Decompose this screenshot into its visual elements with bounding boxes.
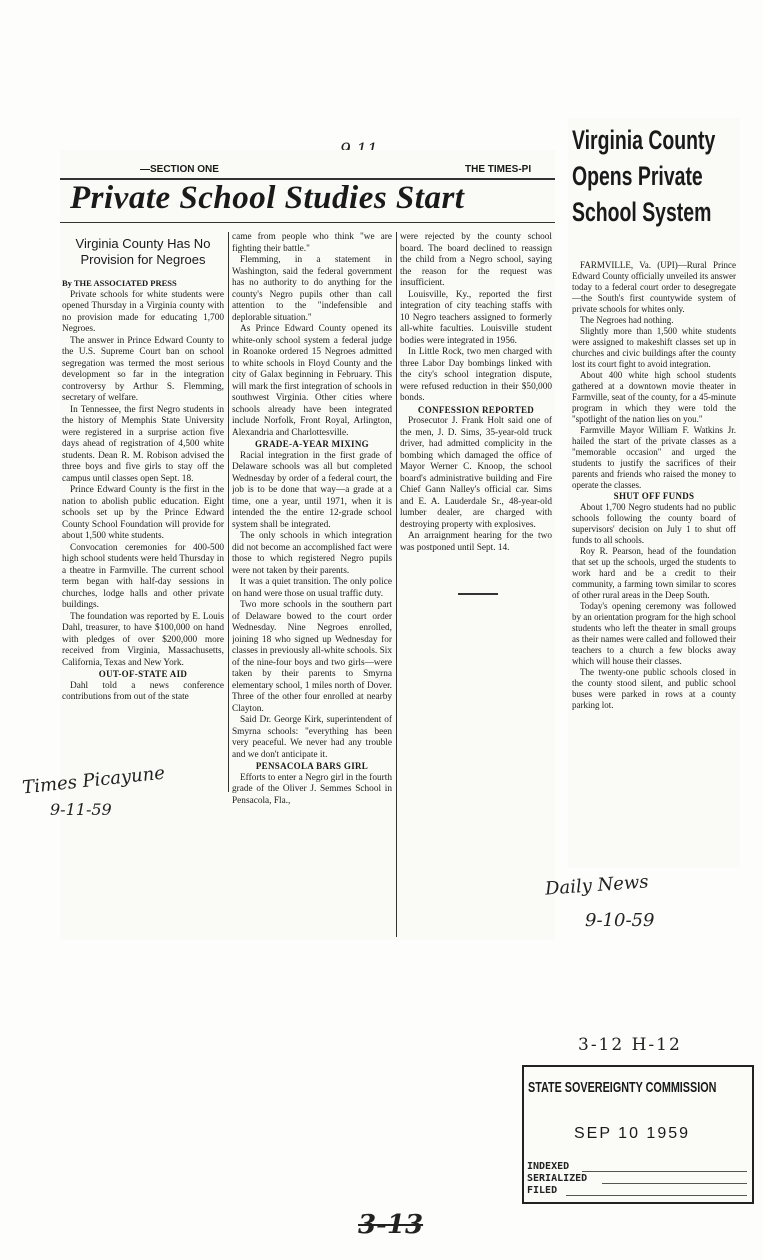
article-column-2 bbox=[232, 232, 392, 937]
paragraph: came from people who think "we are fighting their battle." bbox=[232, 232, 392, 254]
paragraph: Efforts to enter a Negro girl in the fourth grade of the Oliver J. Semmes School in Pensacola, Fla., bbox=[232, 772, 392, 806]
subheading: OUT-OF-STATE AID bbox=[98, 669, 188, 679]
right-headline: Virginia County Opens Private School System bbox=[572, 125, 716, 227]
times-picayune-clipping bbox=[60, 150, 555, 940]
paragraph: were rejected by the county school board. The board declined to reassign the child from a Negro school, saying the reason for the request was insufficient. bbox=[400, 232, 552, 288]
paragraph: Louisville, Ky., reported the first integration of city teaching staffs with 10 Negro teachers assigned to formerly all-white faculties. Louisville student bodies were integrated in 1956. bbox=[400, 289, 552, 346]
stamp-filed-line bbox=[566, 1195, 747, 1196]
paragraph: Convocation ceremonies for 400-500 high school students were held Thursday in a theatre in Farmville. The current school term began with half-day sessions in churches, lodge halls and other private buildings. bbox=[62, 542, 224, 610]
subheading: SHUT OFF FUNDS bbox=[613, 491, 695, 501]
end-rule bbox=[458, 593, 498, 595]
article-column-1 bbox=[62, 232, 224, 792]
stamp-indexed-line bbox=[582, 1171, 747, 1172]
subheading: CONFESSION REPORTED bbox=[417, 404, 535, 415]
paragraph: About 1,700 Negro students had no public schools following the county board of supervisors' decision on July 1 to shut off funds to all schools. bbox=[572, 502, 736, 545]
subheading: GRADE-A-YEAR MIXING bbox=[255, 439, 369, 449]
article-column-3 bbox=[400, 232, 552, 602]
section-header: —SECTION ONE bbox=[140, 164, 219, 175]
scribble-mark: 3-13 bbox=[358, 1210, 424, 1240]
column-rule bbox=[228, 232, 229, 792]
paragraph: Racial integration in the first grade of Delaware schools was all but completed Wednesday by order of a federal court, the job is to be done that way—a grade at a time, one a year, until 1971, when it is intended the the entire 12-grade school system shall be integrated. bbox=[232, 450, 392, 530]
headline-rule bbox=[60, 222, 555, 223]
stamp-serialized-line bbox=[602, 1183, 747, 1184]
paragraph: It was a quiet transition. The only police on hand were those on usual traffic duty. bbox=[232, 577, 392, 599]
right-article-body bbox=[572, 260, 736, 860]
daily-news-clipping bbox=[568, 118, 740, 868]
paragraph: Roy R. Pearson, head of the foundation that set up the schools, urged the students to work hard and be a credit to their community, a farming town similar to scores of other rural areas in the Deep South. bbox=[572, 546, 736, 600]
paragraph: An arraignment hearing for the two was postponed until Sept. 14. bbox=[400, 531, 552, 553]
stamp-serialized: SERIALIZED bbox=[527, 1173, 588, 1184]
file-number-mark: 3-12 H-12 bbox=[578, 1035, 682, 1055]
paragraph: The answer in Prince Edward County to the U.S. Supreme Court ban on school segregation was termed the most serious development so far in the integration controversy by Arthur S. Flemming, secretary of welfare. bbox=[62, 335, 224, 403]
paragraph: The foundation was reported by E. Louis Dahl, treasurer, to have $100,000 on hand with pledges of over $200,000 more received from Virginia, Massachusetts, California, Texas and New York. bbox=[62, 611, 224, 668]
commission-stamp bbox=[522, 1065, 754, 1204]
handwritten-date-note: 9-11-59 bbox=[50, 800, 112, 819]
byline: By THE ASSOCIATED PRESS bbox=[62, 278, 177, 288]
handwritten-date-note: 9-10-59 bbox=[585, 910, 655, 931]
paragraph: Prosecutor J. Frank Holt said one of the men, J. D. Sims, 35-year-old truck driver, had admitted complicity in the bombing which damaged the office of Mayor Werner C. Knoop, the school board's administrative building and Fire Chief Gann Nalley's official car. Sims and E. A. Lauderdale Sr., 48-year-old lumber dealer, are charged with destroying property with explosives. bbox=[400, 416, 552, 530]
paragraph: Slightly more than 1,500 white students were assigned to makeshift classes set up in churches and civic buildings after the county lost its court fight to avoid integration. bbox=[572, 326, 736, 369]
paragraph: FARMVILLE, Va. (UPI)—Rural Prince Edward County officially unveiled its answer today to a federal court order to desegregate —the South's first countywide system of private schools for whites only. bbox=[572, 260, 736, 314]
paragraph: Dahl told a news conference contributions from out of the state bbox=[62, 680, 224, 702]
column-rule bbox=[396, 232, 397, 937]
stamp-date: SEP 10 1959 bbox=[574, 1125, 691, 1142]
handwritten-source-note: Times Picayune bbox=[21, 762, 166, 799]
stamp-filed: FILED bbox=[527, 1185, 558, 1196]
paragraph: Today's opening ceremony was followed by an orientation program for the high school students who left the theater in small groups as their names were called and followed their teachers to a church a few blocks away which will house their classes. bbox=[572, 601, 736, 666]
paragraph: As Prince Edward County opened its white-only school system a federal judge in Roanoke ordered 15 Negroes admitted to white schools in Floyd County and the city of Galax beginning in February. This will mark the first integration of schools in southwest Virginia. Other cities where schools already have been integrated include Norfolk, Front Royal, Arlington, Alexandria and Charlottesville. bbox=[232, 324, 392, 438]
stamp-agency: STATE SOVEREIGNTY COMMISSION bbox=[528, 1079, 717, 1096]
handwritten-source-note: Daily News bbox=[544, 871, 650, 900]
paragraph: Flemming, in a statement in Washington, said the federal government has no authority to do anything for the county's Negro pupils other than call attention to the "indefensible and deplorable situation." bbox=[232, 255, 392, 323]
paper-name-header: THE TIMES-PI bbox=[465, 164, 532, 175]
paragraph: In Tennessee, the first Negro students in the history of Memphis State University were registered in a surprise action five days ahead of registration of 4,500 white students. Dean R. M. Robison advised the three boys and five girls to stay off the campus until classes open Sept. 18. bbox=[62, 404, 224, 484]
paragraph: Said Dr. George Kirk, superintendent of Smyrna schools: "everything has been very peaceful. We never had any trouble and we don't anticipate it. bbox=[232, 715, 392, 760]
paragraph: Two more schools in the southern part of Delaware bowed to the court order Wednesday. Nine Negroes enrolled, joining 18 who signed up Wednesday for classes in previously all-white schools. Six of the nine-four boys and two girls—were taken by their parents to Smyrna elementary school, 1 miles north of Dover. Three of the other four enrolled at nearby Clayton. bbox=[232, 600, 392, 714]
sub-headline: Virginia County Has No Provision for Negroes bbox=[75, 236, 211, 267]
paragraph: About 400 white high school students gathered at a downtown movie theater in Farmville, seat of the county, for a 45-minute program in which they were told the "spotlight of the nation lies on you." bbox=[572, 370, 736, 424]
paragraph: The only schools in which integration did not become an accomplished fact were those to which registered Negro pupils were not taken by their parents. bbox=[232, 531, 392, 576]
paragraph: The Negroes had nothing. bbox=[580, 315, 674, 325]
headline: Private School Studies Start bbox=[70, 180, 465, 216]
paragraph: The twenty-one public schools closed in the county stood silent, and public school buses were parked in rows at a county parking lot. bbox=[572, 667, 736, 710]
paragraph: In Little Rock, two men charged with three Labor Day bombings linked with the city's school integration dispute, were refused reduction in their $50,000 bonds. bbox=[400, 347, 552, 403]
paragraph: Farmville Mayor William F. Watkins Jr. hailed the start of the private classes as a "memorable occasion" and urged the students to justify the sacrifices of their parents and friends who raised the money to operate the classes. bbox=[572, 425, 736, 490]
paragraph: Prince Edward County is the first in the nation to abolish public education. Eight schools set up by the Prince Edward County School Foundation will provide for about 1,500 white students. bbox=[62, 485, 224, 541]
paragraph: Private schools for white students were opened Thursday in a Virginia county with no provision made for educating 1,700 Negroes. bbox=[62, 289, 224, 334]
stamp-indexed: INDEXED bbox=[527, 1161, 570, 1172]
subheading: PENSACOLA BARS GIRL bbox=[255, 761, 369, 771]
